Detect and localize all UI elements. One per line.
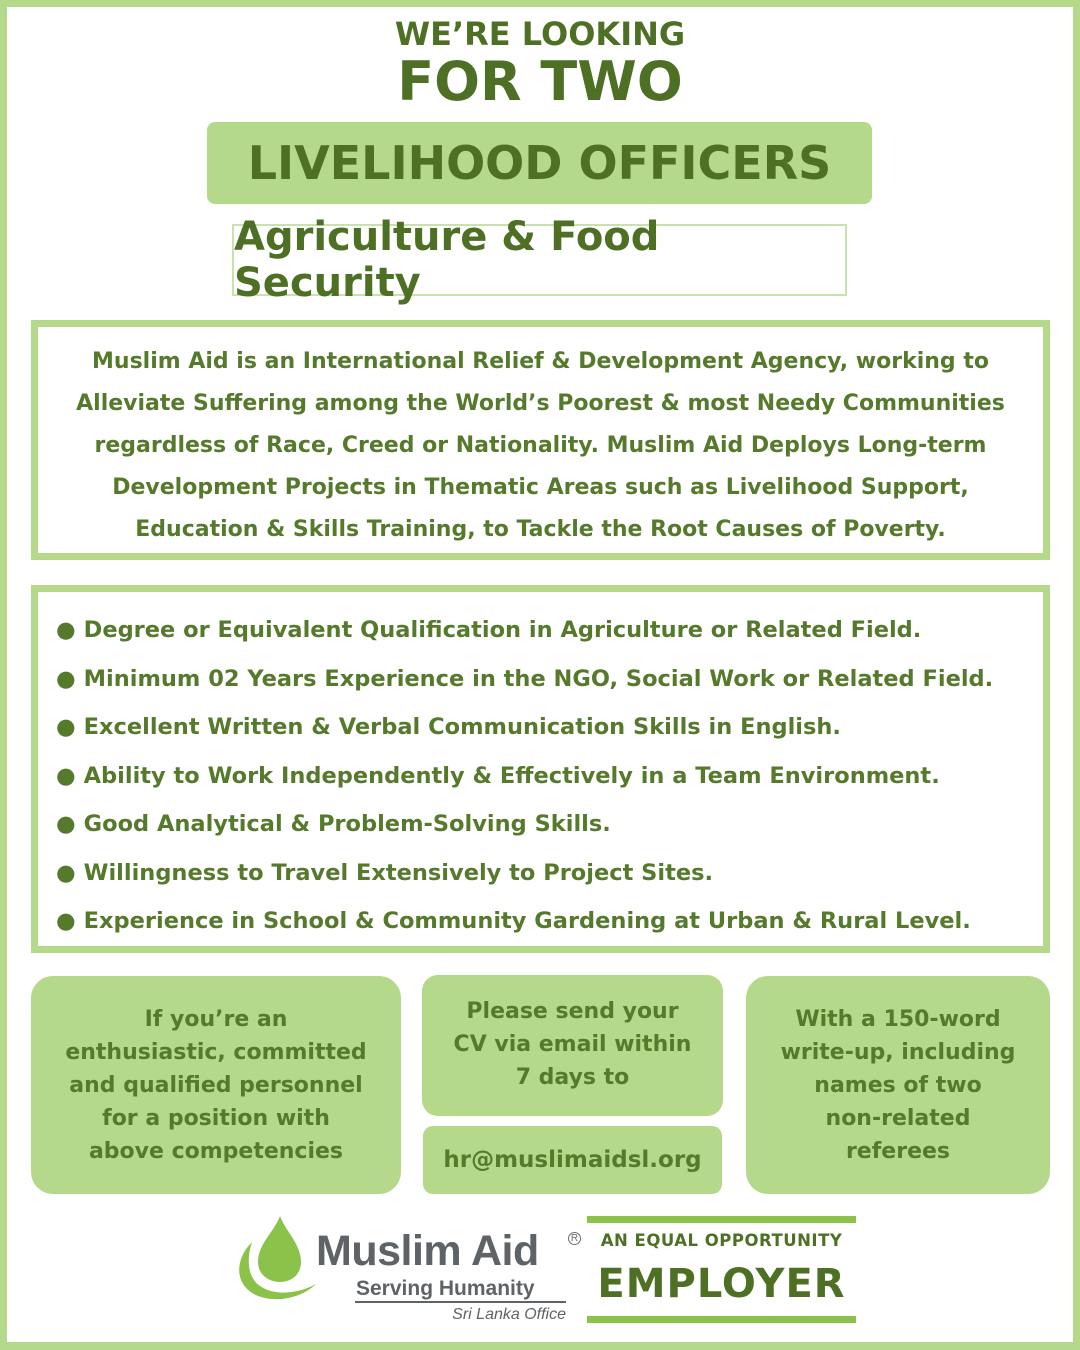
requirement-item: ● Experience in School & Community Gardening at Urban & Rural Level. — [56, 897, 1043, 946]
bullet-icon: ● — [56, 617, 76, 643]
intro-line: regardless of Race, Creed or Nationality. Muslim Aid Deploys Long-term — [94, 433, 987, 458]
intro-box — [31, 320, 1050, 560]
bullet-icon: ● — [56, 665, 76, 692]
apply-card-writeup: With a 150-word write-up, including names of two non-related referees — [746, 976, 1050, 1194]
equal-opportunity-label: AN EQUAL OPPORTUNITY — [600, 1231, 843, 1250]
logo-office: Sri Lanka Office — [452, 1306, 566, 1323]
requirement-item: ● Excellent Written & Verbal Communication Skills in English. — [56, 703, 1043, 752]
logo-tagline: Serving Humanity — [356, 1277, 535, 1300]
headline-line2: FOR TWO — [397, 50, 683, 113]
requirement-item: ● Ability to Work Independently & Effectively in a Team Environment. — [56, 752, 1043, 801]
bullet-icon: ● — [56, 908, 76, 934]
intro-line: Education & Skills Training, to Tackle the Root Causes of Poverty. — [135, 517, 946, 542]
requirement-item: ● Degree or Equivalent Qualification in Agriculture or Related Field. — [56, 606, 1043, 655]
email-card — [423, 1126, 722, 1194]
headline-line1: WE’RE LOOKING — [394, 15, 686, 53]
intro-line: Alleviate Suffering among the World’s Poorest & most Needy Communities — [76, 391, 1005, 416]
registered-mark-icon: R — [568, 1232, 581, 1245]
eo-divider-top — [587, 1216, 856, 1223]
logo-name: Muslim Aid — [316, 1227, 539, 1275]
position-title: LIVELIHOOD OFFICERS — [247, 136, 832, 190]
intro-line: Development Projects in Thematic Areas such as Livelihood Support, — [112, 475, 969, 500]
position-title-banner — [207, 122, 872, 204]
requirement-item: ● Willingness to Travel Extensively to Project Sites. — [56, 849, 1043, 898]
field-box — [232, 214, 847, 306]
eo-divider-bottom — [587, 1316, 856, 1323]
employer-label: EMPLOYER — [597, 1261, 846, 1307]
requirement-item: ● Minimum 02 Years Experience in the NGO, Social Work or Related Field. — [56, 655, 1043, 704]
logo-divider — [355, 1301, 566, 1303]
email-link[interactable]: hr@muslimaidsl.org — [443, 1146, 702, 1173]
bullet-icon: ● — [56, 859, 76, 886]
requirement-item: ● Good Analytical & Problem-Solving Skills. — [56, 800, 1043, 849]
field-title: Agriculture & Food Security — [234, 214, 660, 306]
apply-card-instructions: Please send your CV via email within 7 days to — [422, 975, 723, 1116]
requirements-box — [31, 585, 1050, 953]
muslim-aid-drop-logo-icon — [228, 1212, 328, 1304]
intro-line: Muslim Aid is an International Relief & Development Agency, working to — [92, 349, 989, 374]
bullet-icon: ● — [56, 762, 76, 789]
apply-card-eligibility: If you’re an enthusiastic, committed and qualified personnel for a position with above competencies — [31, 976, 401, 1194]
bullet-icon: ● — [56, 811, 76, 837]
bullet-icon: ● — [56, 714, 76, 740]
